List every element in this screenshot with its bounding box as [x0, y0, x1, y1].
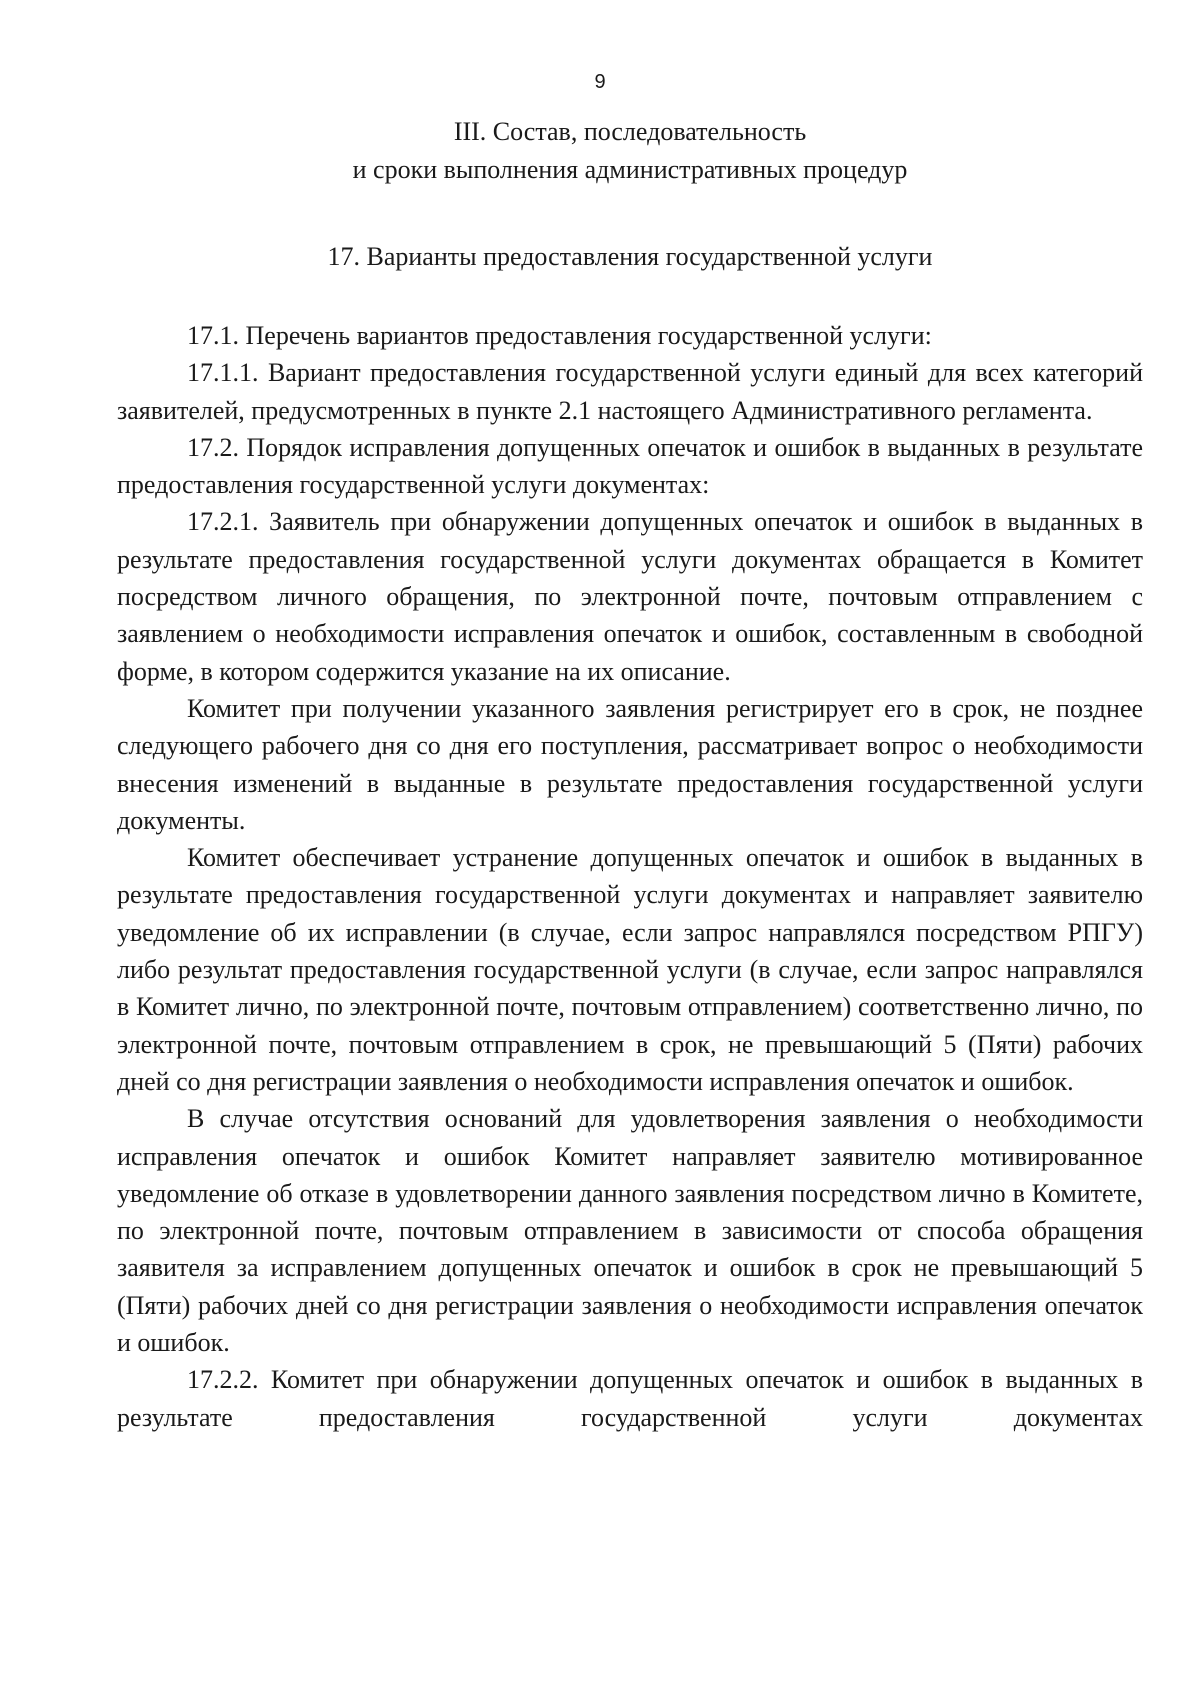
paragraph-17-2-1: 17.2.1. Заявитель при обнаружении допущенных опечаток и ошибок в выданных в результате предоставления государственной услуги документах обращается в Комитет посредством личного обращения, по электронной почте, почтовым отправлением с заявлением о необходимости исправления опечаток и ошибок, составленным в свободной форме, в котором содержится указание на их описание. — [117, 507, 1143, 686]
paragraph-committee-registration: Комитет при получении указанного заявления регистрирует его в срок, не позднее следующего рабочего дня со дня его поступления, рассматривает вопрос о необходимости внесения изменений в выданные в результате предоставления государственной услуги документы. — [117, 693, 1143, 835]
section-title-line-1: III. Состав, последовательность — [453, 117, 807, 146]
paragraph-committee-correction: Комитет обеспечивает устранение допущенных опечаток и ошибок в выданных в результате предоставления государственной услуги документах и направляет заявителю уведомление об их исправлении (в случае, если запрос направлялся посредством РПГУ) либо результат предоставления государственной услуги (в случае, если запрос направлялся в Комитет лично, по электронной почте, почтовым отправлением) соответственно лично, по электронной почте, почтовым отправлением в срок, не превышающий 5 (Пяти) рабочих дней со дня регистрации заявления о необходимости исправления опечаток и ошибок. — [117, 843, 1143, 1096]
document-body — [117, 317, 1143, 1436]
paragraph-17-1-1: 17.1.1. Вариант предоставления государственной услуги единый для всех категорий заявителей, предусмотренных в пункте 2.1 настоящего Административного регламента. — [117, 358, 1143, 425]
section-title-line-2: и сроки выполнения административных процедур — [352, 155, 908, 184]
subsection-title: 17. Варианты предоставления государственной услуги — [327, 242, 933, 271]
paragraph-17-1: 17.1. Перечень вариантов предоставления государственной услуги: — [187, 321, 932, 350]
page-number: 9 — [594, 71, 606, 93]
paragraph-17-2-2: 17.2.2. Комитет при обнаружении допущенных опечаток и ошибок в выданных в результате предоставления государственной услуги документах — [117, 1365, 1143, 1432]
paragraph-17-2: 17.2. Порядок исправления допущенных опечаток и ошибок в выданных в результате предоставления государственной услуги документах: — [117, 432, 1143, 500]
paragraph-refusal: В случае отсутствия оснований для удовлетворения заявления о необходимости исправления опечаток и ошибок Комитет направляет заявителю мотивированное уведомление об отказе в удовлетворении данного заявления посредством лично в Комитете, по электронной почте, почтовым отправлением в зависимости от способа обращения заявителя за исправлением допущенных опечаток и ошибок в срок не превышающий 5 (Пяти) рабочих дней со дня регистрации заявления о необходимости исправления опечаток и ошибок. — [117, 1104, 1143, 1358]
section-title — [117, 113, 1143, 189]
